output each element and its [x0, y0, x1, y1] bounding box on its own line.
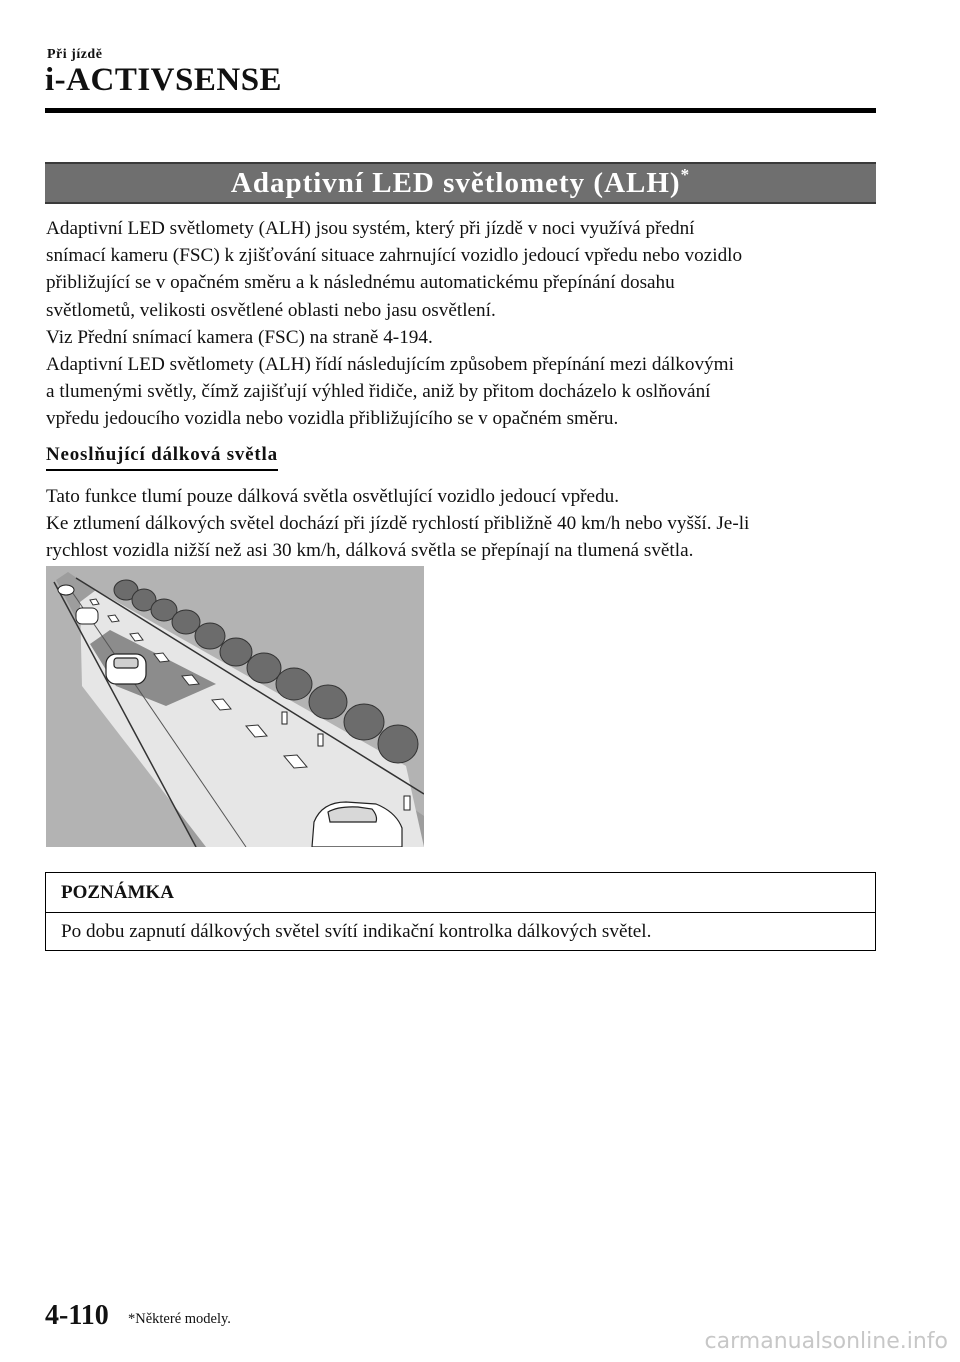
text-line: Adaptivní LED světlomety (ALH) jsou systém, který při jízdě v noci využívá přední — [46, 218, 695, 239]
chapter-title: i-ACTIVSENSE — [45, 62, 283, 98]
section-title-bar — [45, 162, 876, 204]
chapter-divider — [45, 108, 876, 113]
note-heading: POZNÁMKA — [46, 873, 875, 913]
section-title: Adaptivní LED světlomety (ALH) — [230, 167, 681, 199]
watermark: carmanualsonline.info — [704, 1329, 948, 1354]
breadcrumb: Při jízdě — [47, 47, 103, 62]
text-line: Ke ztlumení dálkových světel dochází při jízdě rychlostí přibližně 40 km/h nebo vyšší. Je-li — [46, 513, 750, 535]
text-line: a tlumenými světly, čímž zajišťují výhled řidiče, aniž by přitom docházelo k oslňování — [46, 381, 711, 403]
subsection-paragraph — [46, 483, 886, 565]
page-reference-line: Viz Přední snímací kamera (FSC) na straně 4-194. — [46, 326, 433, 348]
oncoming-car-far — [58, 585, 74, 595]
text-line: přibližující se v opačném směru a k následnému automatickému přepínání dosahu — [46, 272, 675, 294]
night-road-illustration — [46, 566, 424, 847]
note-box — [45, 872, 876, 951]
text-line: Adaptivní LED světlomety (ALH) řídí následujícím způsobem přepínání mezi dálkovými — [46, 354, 734, 376]
page-number: 4-110 — [45, 1300, 109, 1331]
vehicle-ahead — [106, 654, 146, 684]
text-line: vpředu jedoucího vozidla nebo vozidla přibližujícího se v opačném směru. — [46, 408, 619, 430]
text-line: rychlost vozidla nižší než asi 30 km/h, dálková světla se přepínají na tlumená světla. — [46, 540, 694, 562]
subsection-heading: Neoslňující dálková světla — [46, 444, 278, 471]
note-text: Po dobu zapnutí dálkových světel svítí indikační kontrolka dálkových světel. — [61, 921, 652, 942]
intro-paragraph — [46, 215, 886, 433]
footnote: *Některé modely. — [128, 1311, 231, 1327]
optional-equipment-marker: * — [680, 165, 691, 184]
text-line: snímací kameru (FSC) k zjišťování situace zahrnující vozidlo jedoucí vpředu nebo vozidlo — [46, 245, 743, 267]
text-line: světlometů, velikosti osvětlené oblasti nebo jasu osvětlení. — [46, 299, 496, 321]
text-line: Tato funkce tlumí pouze dálková světla osvětlující vozidlo jedoucí vpředu. — [46, 486, 620, 507]
oncoming-car-middle — [76, 608, 98, 624]
